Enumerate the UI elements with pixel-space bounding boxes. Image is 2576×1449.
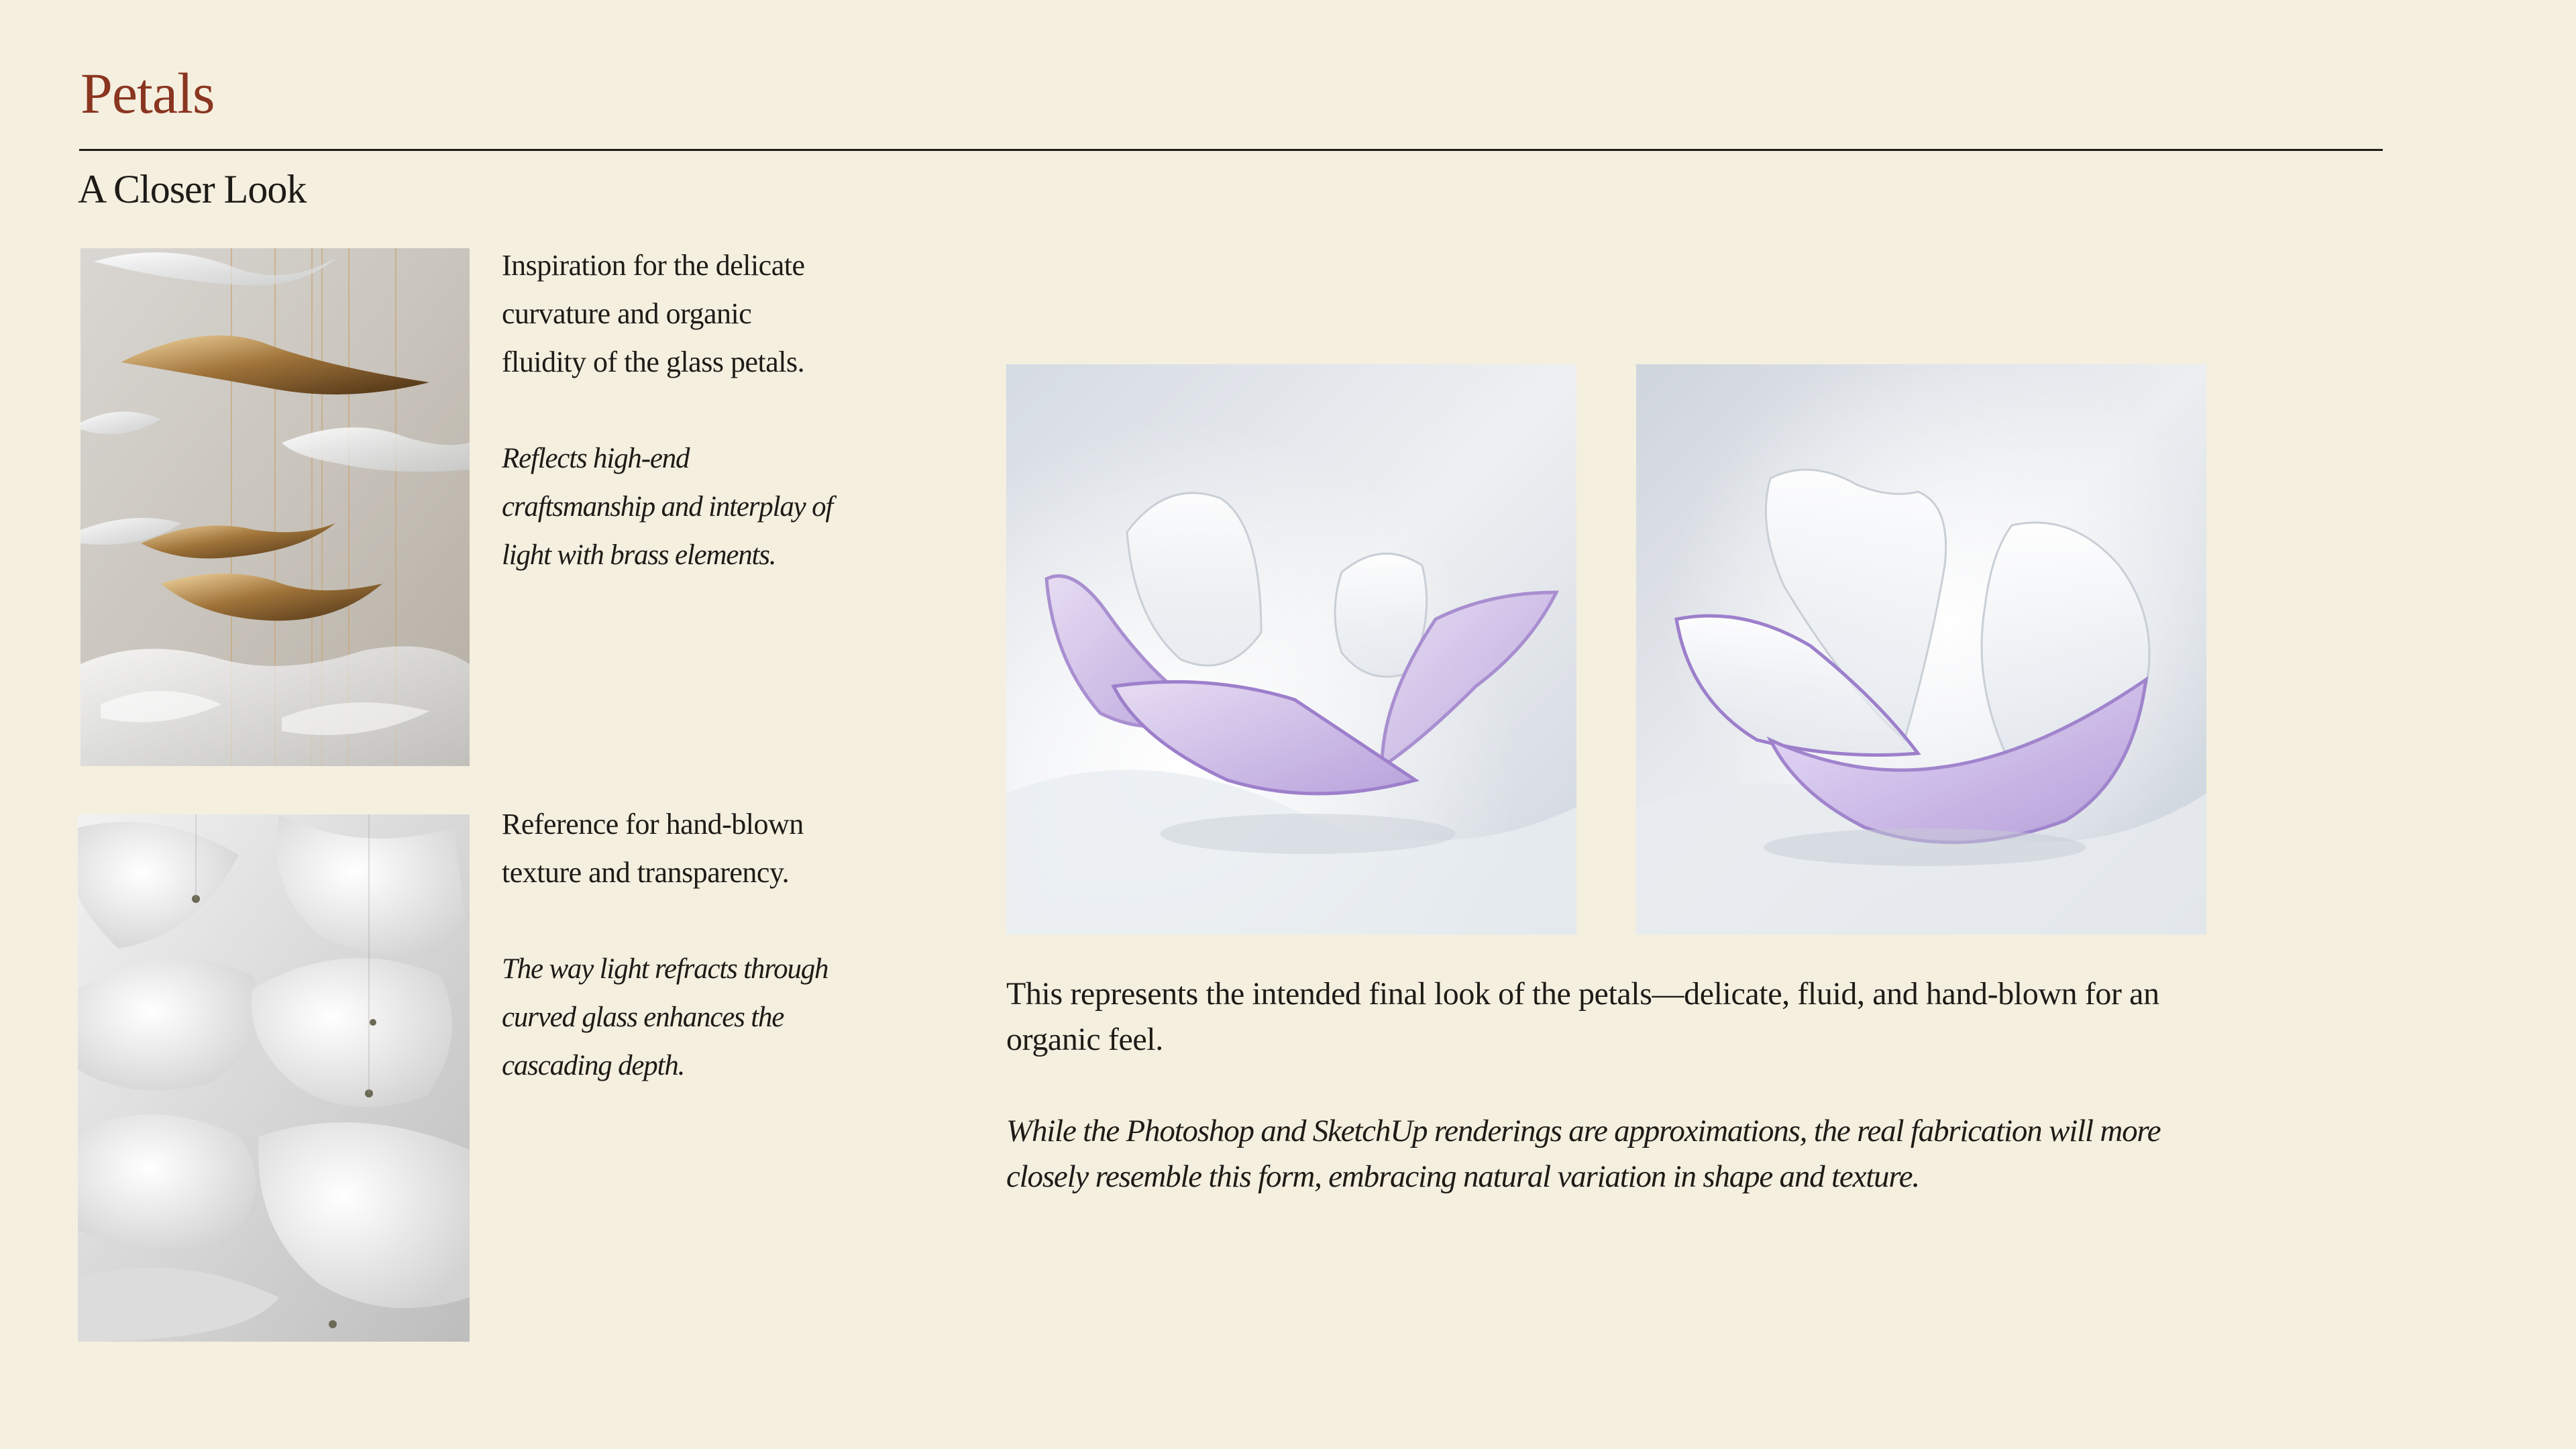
title-divider (79, 149, 2383, 151)
reference-description: Inspiration for the delicate curvature and organic fluidity of the glass petals. (502, 249, 805, 378)
reference-note-brass (502, 241, 837, 580)
final-look-text: This represents the intended final look of the petals—delicate, fluid, and hand-blown for an organic feel. (1006, 976, 2159, 1057)
final-look-italic-note: While the Photoshop and SketchUp renderings are approximations, the real fabrication will more closely resemble this form, embracing natural variation in shape and texture. (1006, 1114, 2161, 1194)
page-title: Petals (80, 61, 215, 125)
lavender-glass-bowl-render-2 (1636, 364, 2206, 934)
section-subtitle: A Closer Look (78, 167, 307, 211)
lavender-glass-bowl-render-1 (1006, 364, 1576, 934)
reference-description: Reference for hand-blown texture and transparency. (502, 808, 804, 889)
reference-note-white (502, 800, 837, 1090)
final-look-description (1006, 971, 2214, 1199)
brass-glass-petal-chandelier-photo (80, 248, 470, 766)
reference-italic-note: Reflects high-end craftsmanship and interplay of light with brass elements. (502, 443, 833, 571)
white-hand-blown-glass-petals-photo (78, 814, 470, 1342)
reference-italic-note: The way light refracts through curved glass enhances the cascading depth. (502, 953, 828, 1081)
